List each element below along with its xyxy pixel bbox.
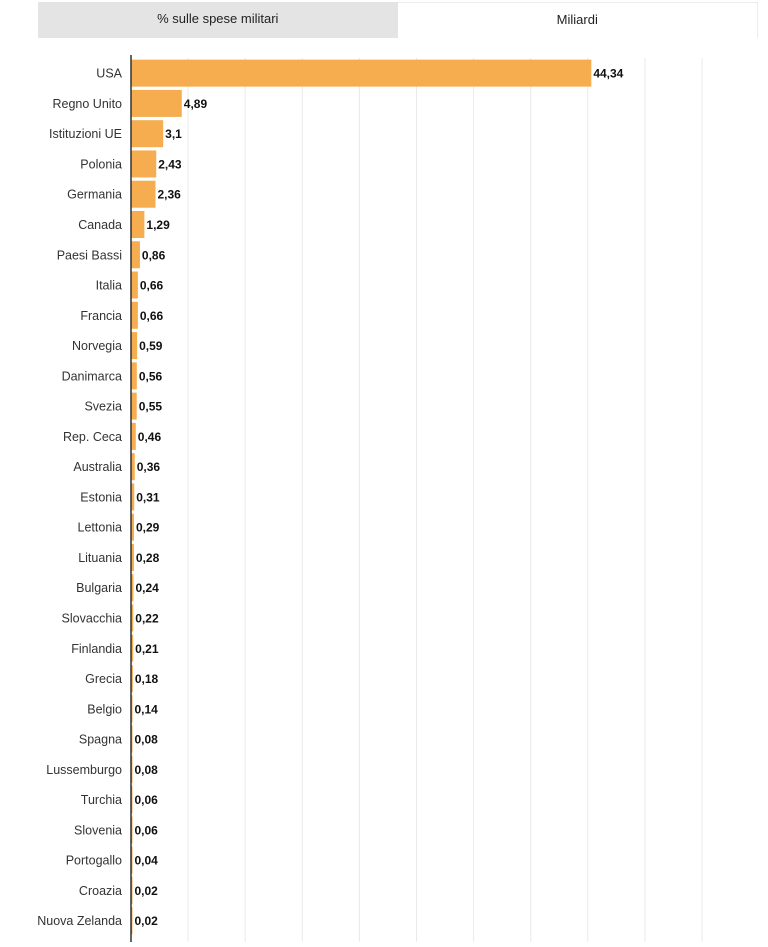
- tab-billions[interactable]: Miliardi: [398, 2, 759, 38]
- value-label: 0,06: [134, 793, 158, 808]
- category-label: Croazia: [78, 883, 122, 898]
- category-label: Slovacchia: [61, 611, 122, 626]
- category-label: Canada: [78, 217, 122, 232]
- category-label: Slovenia: [74, 823, 122, 838]
- category-label: Bulgaria: [76, 581, 122, 596]
- value-label: 0,22: [135, 611, 159, 626]
- bar-italia: [131, 272, 138, 299]
- category-label: Rep. Ceca: [62, 429, 122, 444]
- value-label: 3,1: [165, 127, 182, 142]
- labels: [37, 67, 623, 929]
- value-label: 4,89: [183, 96, 208, 111]
- bar-norvegia: [131, 332, 137, 359]
- value-label: 0,02: [134, 883, 158, 898]
- bar-regno-unito: [131, 90, 182, 117]
- value-label: 0,55: [138, 399, 163, 414]
- value-label: 0,14: [134, 702, 158, 717]
- value-label: 1,29: [146, 217, 170, 232]
- category-label: Paesi Bassi: [56, 248, 122, 263]
- bar-francia: [131, 302, 138, 329]
- category-label: Regno Unito: [52, 96, 122, 111]
- category-label: Australia: [73, 460, 122, 475]
- bar-paesi-bassi: [131, 241, 140, 268]
- category-label: USA: [96, 66, 122, 81]
- bars: [131, 60, 591, 935]
- value-label: 0,56: [138, 369, 163, 384]
- value-label: 0,08: [134, 732, 158, 747]
- tab-bar: [38, 2, 758, 38]
- value-label: 0,46: [137, 429, 162, 444]
- value-label: 0,36: [136, 460, 161, 475]
- value-label: 0,59: [139, 339, 163, 354]
- value-label: 0,02: [134, 914, 158, 929]
- category-label: Istituzioni UE: [49, 127, 122, 142]
- bar-svezia: [131, 393, 137, 420]
- category-label: Lituania: [78, 550, 122, 565]
- value-label: 0,24: [135, 581, 159, 596]
- value-label: 0,04: [134, 853, 158, 868]
- value-label: 0,31: [136, 490, 160, 505]
- bar-polonia: [131, 150, 156, 177]
- category-label: Svezia: [84, 399, 122, 414]
- value-label: 2,43: [158, 157, 182, 172]
- value-label: 0,66: [139, 308, 164, 323]
- value-label: 0,06: [134, 823, 158, 838]
- bar-chart: [0, 40, 768, 945]
- bar-istituzioni-ue: [131, 120, 163, 147]
- bar-canada: [131, 211, 144, 238]
- bar-usa: [131, 60, 591, 87]
- category-label: Polonia: [80, 157, 122, 172]
- grid-lines: [188, 58, 702, 942]
- bar-danimarca: [131, 362, 137, 389]
- value-label: 0,08: [134, 762, 158, 777]
- category-label: Germania: [67, 187, 122, 202]
- category-label: Francia: [80, 308, 122, 323]
- category-label: Finlandia: [71, 641, 122, 656]
- category-label: Nuova Zelanda: [37, 914, 122, 929]
- value-label: 0,28: [135, 550, 160, 565]
- value-label: 2,36: [157, 187, 181, 202]
- category-label: Lussemburgo: [46, 762, 122, 777]
- category-label: Norvegia: [71, 339, 122, 354]
- value-label: 0,66: [139, 278, 164, 293]
- value-label: 0,18: [134, 672, 159, 687]
- value-label: 0,21: [135, 641, 159, 656]
- tab-percent-military-spending[interactable]: % sulle spese militari: [38, 2, 398, 38]
- category-label: Turchia: [80, 793, 122, 808]
- category-label: Lettonia: [77, 520, 122, 535]
- bar-germania: [131, 181, 156, 208]
- value-label: 44,34: [593, 66, 624, 81]
- category-label: Portogallo: [65, 853, 122, 868]
- value-label: 0,29: [136, 520, 160, 535]
- category-label: Estonia: [80, 490, 122, 505]
- category-label: Italia: [95, 278, 122, 293]
- value-label: 0,86: [141, 248, 166, 263]
- category-label: Danimarca: [61, 369, 122, 384]
- category-label: Belgio: [87, 702, 122, 717]
- category-label: Grecia: [85, 672, 122, 687]
- category-label: Spagna: [78, 732, 122, 747]
